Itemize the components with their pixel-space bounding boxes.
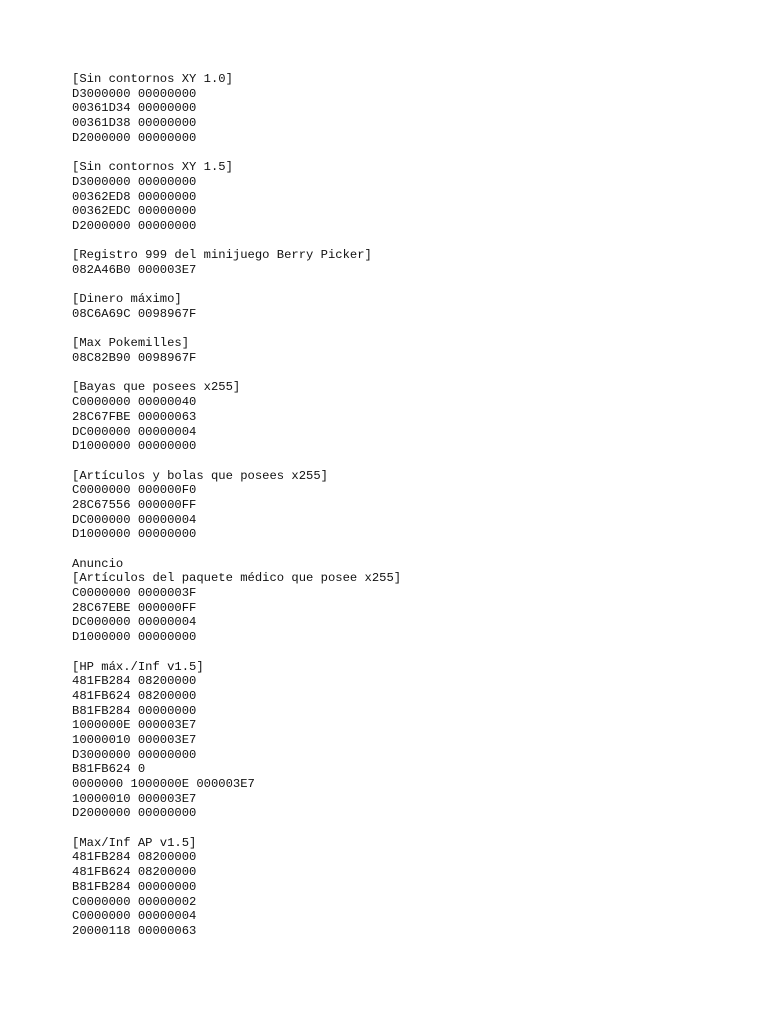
code-line: 08C6A69C 0098967F [72, 307, 197, 321]
code-line: 00362EDC 00000000 [72, 204, 197, 219]
code-line: D3000000 00000000 [72, 174, 197, 189]
code-line: 10000010 000003E7 [72, 732, 197, 747]
code-block-paquete-medico [72, 557, 752, 645]
code-line: C0000000 00000002 [72, 894, 197, 909]
code-line: 00362ED8 00000000 [72, 189, 197, 204]
block-title: [Bayas que posees x255] [72, 380, 241, 395]
code-line: B81FB284 00000000 [72, 703, 197, 718]
block-title: [Registro 999 del minijuego Berry Picker] [72, 248, 372, 263]
code-line: 481FB624 08200000 [72, 688, 197, 703]
block-title: [Max Pokemilles] [72, 336, 190, 351]
code-line: D2000000 00000000 [72, 806, 197, 821]
code-line: 28C67EBE 000000FF [72, 600, 197, 615]
code-line: 08C82B90 0098967F [72, 351, 197, 366]
code-line: DC000000 00000004 [72, 512, 197, 527]
code-block-bayas [72, 380, 752, 453]
code-line: 00361D38 00000000 [72, 116, 197, 131]
code-block-sin-contornos-15 [72, 160, 752, 233]
block-title: [Sin contornos XY 1.5] [72, 160, 233, 175]
code-line: D3000000 00000000 [72, 86, 197, 101]
code-line: C0000000 00000040 [72, 395, 197, 410]
code-block-max-ap [72, 836, 752, 939]
code-line: C0000000 000000F0 [72, 483, 197, 498]
block-title: [Artículos y bolas que posees x255] [72, 468, 328, 483]
code-line: 082A46B0 000003E7 [72, 262, 197, 277]
code-line: 481FB624 08200000 [72, 865, 197, 880]
code-line: B81FB624 0 [72, 762, 146, 777]
block-title: [HP máx./Inf v1.5] [72, 659, 204, 674]
code-line: 00361D34 00000000 [72, 101, 197, 116]
code-line: 481FB284 08200000 [72, 850, 197, 865]
code-line: 20000118 00000063 [72, 923, 197, 938]
code-document [72, 72, 752, 953]
code-block-dinero-maximo [72, 292, 752, 321]
code-line: 10000010 000003E7 [72, 791, 197, 806]
block-title: [Max/Inf AP v1.5] [72, 835, 197, 850]
code-block-articulos-bolas [72, 469, 752, 542]
code-line: B81FB284 00000000 [72, 879, 197, 894]
code-line: C0000000 0000003F [72, 586, 197, 601]
code-line: DC000000 00000004 [72, 424, 197, 439]
code-block-berry-picker [72, 248, 752, 277]
code-line: C0000000 00000004 [72, 909, 197, 924]
code-line: D1000000 00000000 [72, 527, 197, 542]
block-title: [Dinero máximo] [72, 292, 182, 307]
code-line: 481FB284 08200000 [72, 674, 197, 689]
code-line: DC000000 00000004 [72, 615, 197, 630]
code-block-sin-contornos-10 [72, 72, 752, 145]
code-line: D1000000 00000000 [72, 439, 197, 454]
code-block-hp-max [72, 660, 752, 822]
code-line: D1000000 00000000 [72, 630, 197, 645]
code-line: [Artículos del paquete médico que posee x255] [72, 571, 402, 586]
code-line: 1000000E 000003E7 [72, 718, 197, 733]
code-line: D2000000 00000000 [72, 130, 197, 145]
code-line: D2000000 00000000 [72, 218, 197, 233]
block-title: Anuncio [72, 556, 124, 571]
code-block-max-pokemilles [72, 336, 752, 365]
code-line: 28C67FBE 00000063 [72, 409, 197, 424]
block-title: [Sin contornos XY 1.0] [72, 72, 233, 86]
code-line: D3000000 00000000 [72, 747, 197, 762]
code-line: 28C67556 000000FF [72, 497, 197, 512]
code-line: 0000000 1000000E 000003E7 [72, 777, 255, 791]
